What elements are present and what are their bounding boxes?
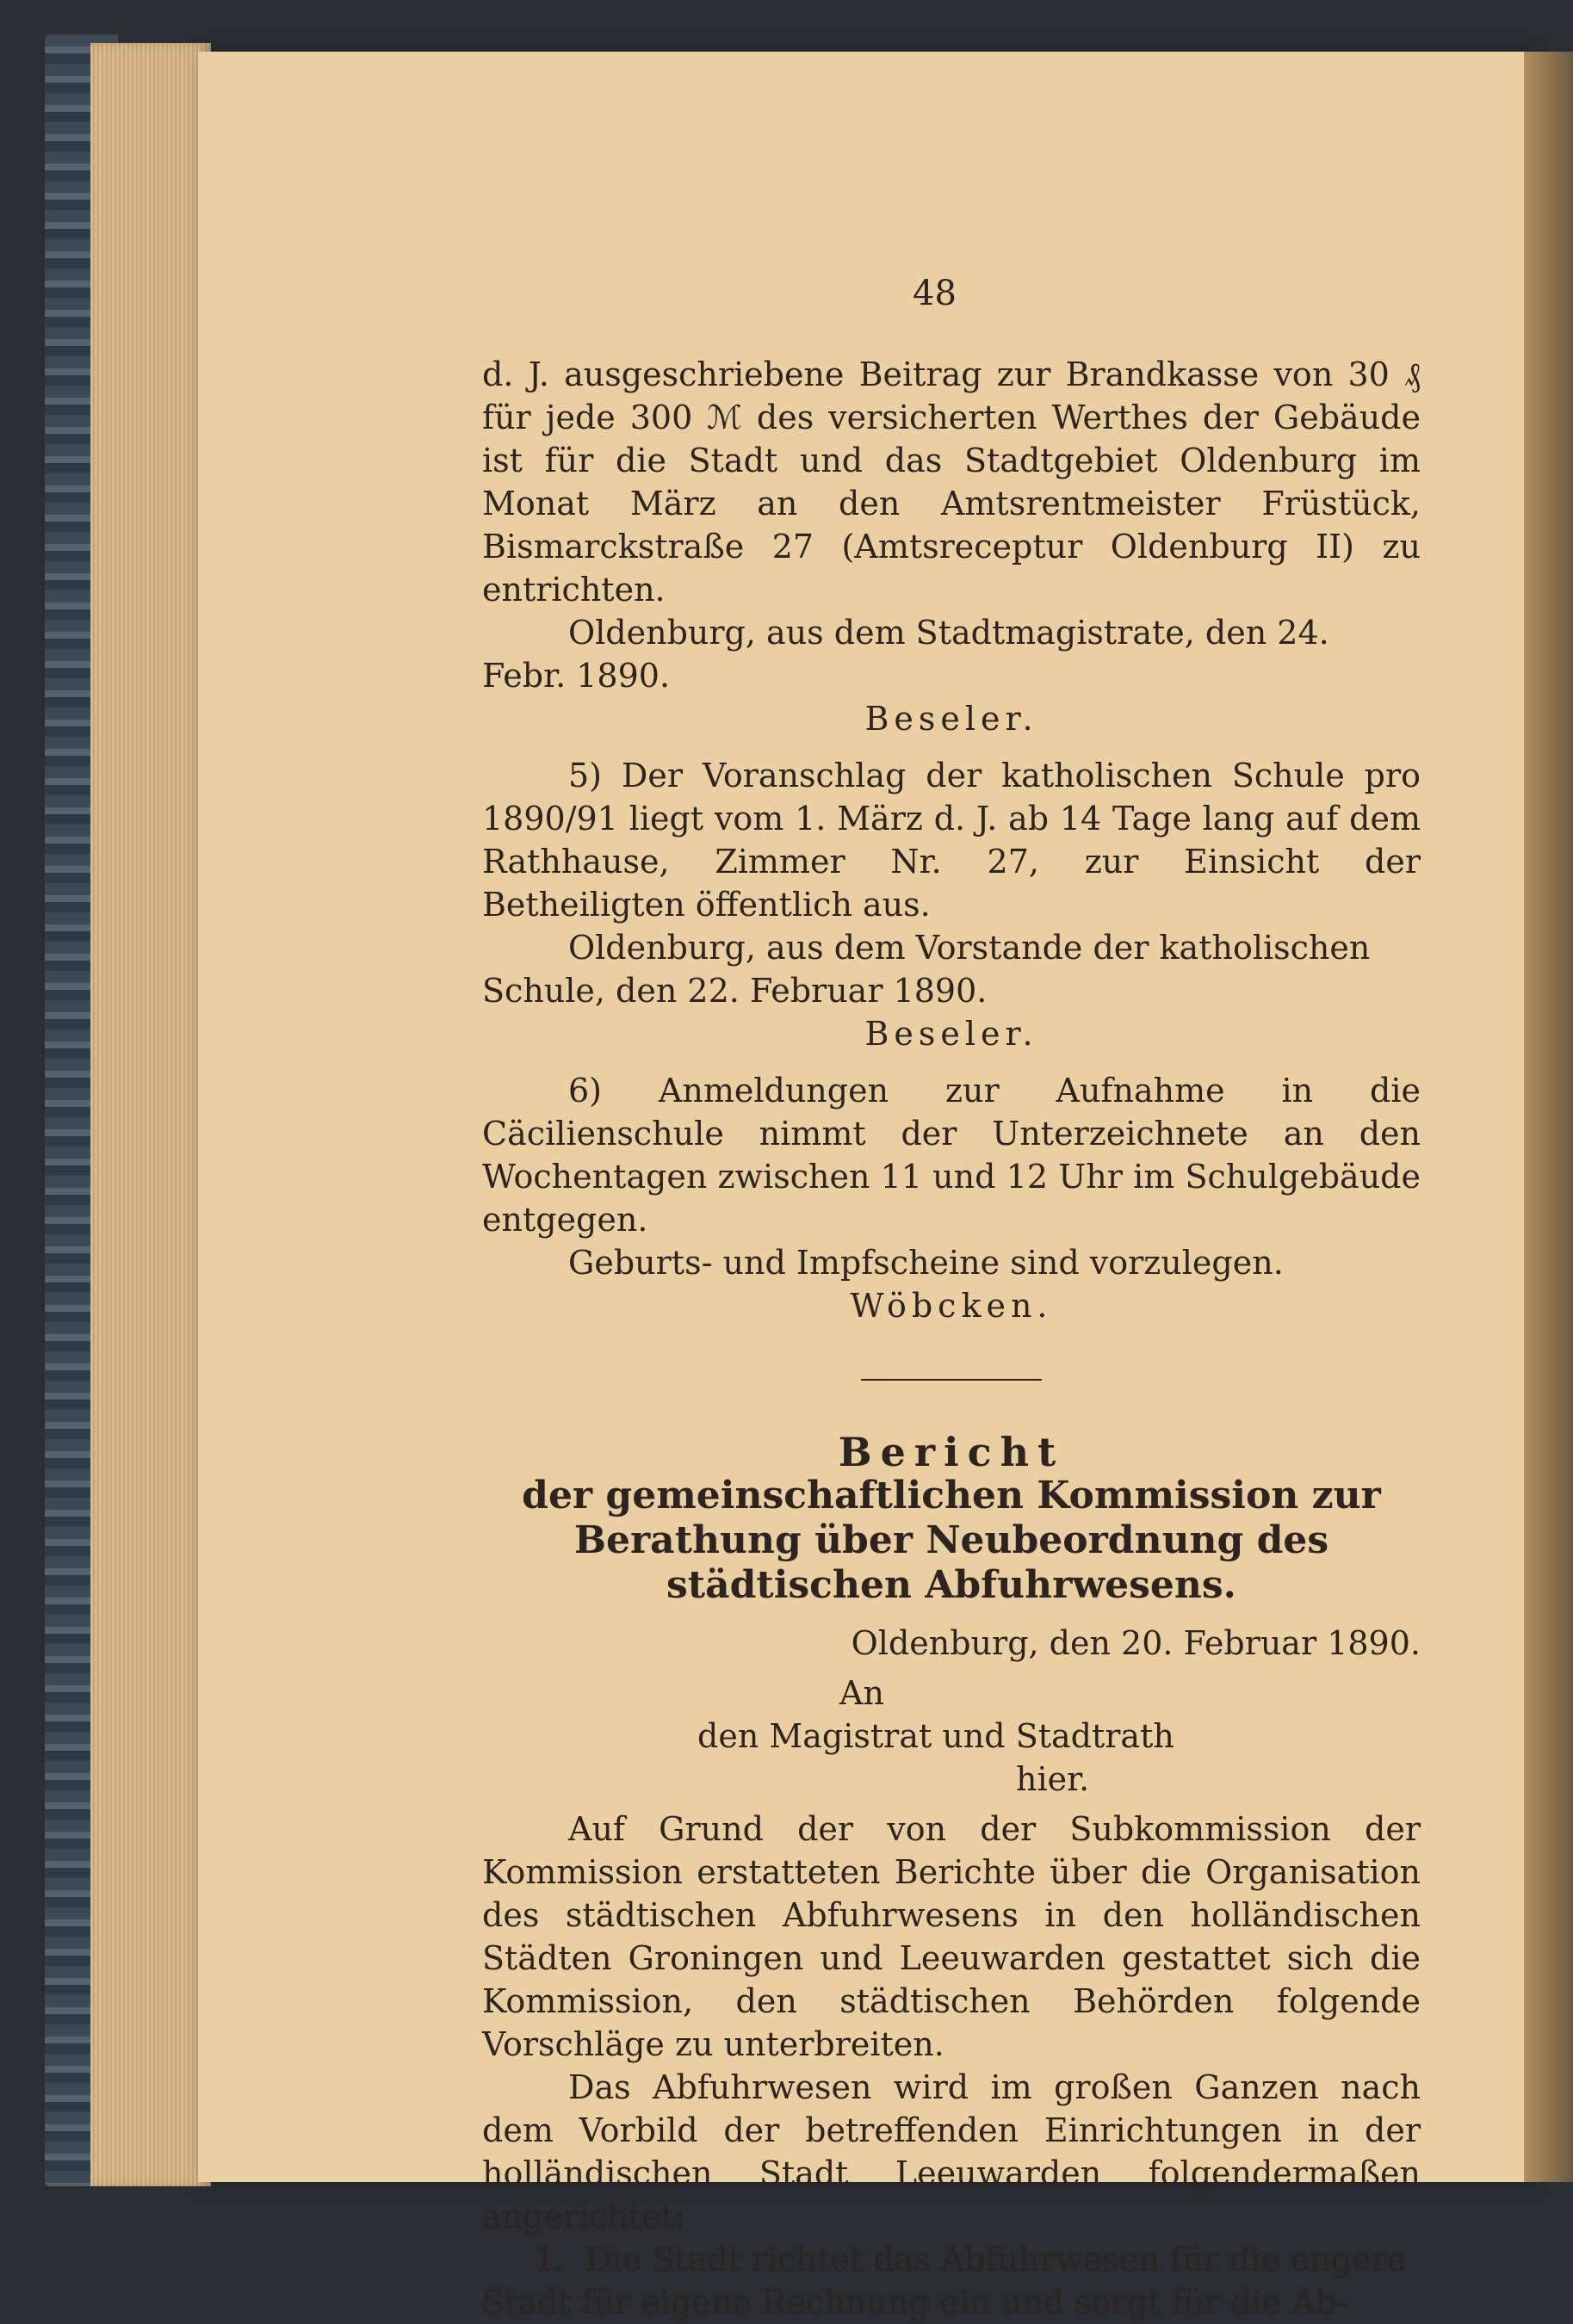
- salutation-recipient: den Magistrat und Stadtrath: [697, 1717, 1174, 1755]
- facing-page-edge: [1524, 52, 1573, 2182]
- salutation-an: An: [839, 1674, 884, 1712]
- list-item-text: Die Stadt richtet das Abfuhrwesen für die engere Stadt für eigene Rechnung ein und sorgt für die Ab-: [482, 2241, 1407, 2321]
- signature-2: Beseler.: [864, 1015, 1038, 1053]
- signature-3: Wöbcken.: [850, 1287, 1053, 1325]
- list-item-number: 1.: [534, 2241, 566, 2278]
- report-date: Oldenburg, den 20. Februar 1890.: [851, 1624, 1421, 1662]
- signature-1: Beseler.: [864, 700, 1038, 738]
- report-subtitle: der gemeinschaftlichen Kommission zur Berathung über Neubeordnung des städtischen Abfuhrwesens.: [522, 1474, 1381, 1607]
- paragraph-note: Geburts- und Impfscheine sind vorzulegen.: [568, 1244, 1284, 1282]
- list-item: [482, 2238, 1421, 2324]
- report-body-2: Das Abfuhrwesen wird im großen Ganzen nach dem Vorbild der betreffenden Einrichtungen in der holländischen Stadt Leeuwarden folgendermaßen angerichtet:: [482, 2068, 1421, 2235]
- report-title: Bericht: [838, 1429, 1065, 1475]
- page-block-edge: [90, 43, 211, 2186]
- page-number: 48: [913, 274, 957, 313]
- section-divider: [861, 1379, 1042, 1381]
- page-text: [482, 353, 1421, 2324]
- paragraph-voranschlag: 5) Der Voranschlag der katholischen Schule pro 1890/91 liegt vom 1. März d. J. ab 14 Tage lang auf dem Rathhause, Zimmer Nr. 27, zur Einsicht der Betheiligten öffentlich aus.: [482, 757, 1421, 924]
- report-body-1: Auf Grund der von der Subkommission der Kommission erstatteten Berichte über die Organisation des städtischen Abfuhrwesens in den holländischen Städten Groningen und Leeuwarden gestattet sich die Kommission, den städtischen Behörden folgende Vorschläge zu unterbreiten.: [482, 1810, 1421, 2063]
- salutation-hier: hier.: [1016, 1760, 1090, 1798]
- paragraph-brandkasse: d. J. ausgeschriebene Beitrag zur Brandkasse von 30 ₰ für jede 300 ℳ des versicherten Werthes der Gebäude ist für die Stadt und das Stadtgebiet Oldenburg im Monat März an den Amtsrentmeister Früstück, Bismarckstraße 27 (Amtsreceptur Oldenburg II) zu entrichten.: [482, 355, 1421, 609]
- paragraph-anmeldungen: 6) Anmeldungen zur Aufnahme in die Cäcilienschule nimmt der Unterzeichnete an den Wochentagen zwischen 11 und 12 Uhr im Schulgebäude entgegen.: [482, 1072, 1421, 1239]
- place-date-2: Oldenburg, aus dem Vorstande der katholischen Schule, den 22. Februar 1890.: [482, 929, 1371, 1010]
- place-date-1: Oldenburg, aus dem Stadtmagistrate, den 24. Febr. 1890.: [482, 614, 1329, 695]
